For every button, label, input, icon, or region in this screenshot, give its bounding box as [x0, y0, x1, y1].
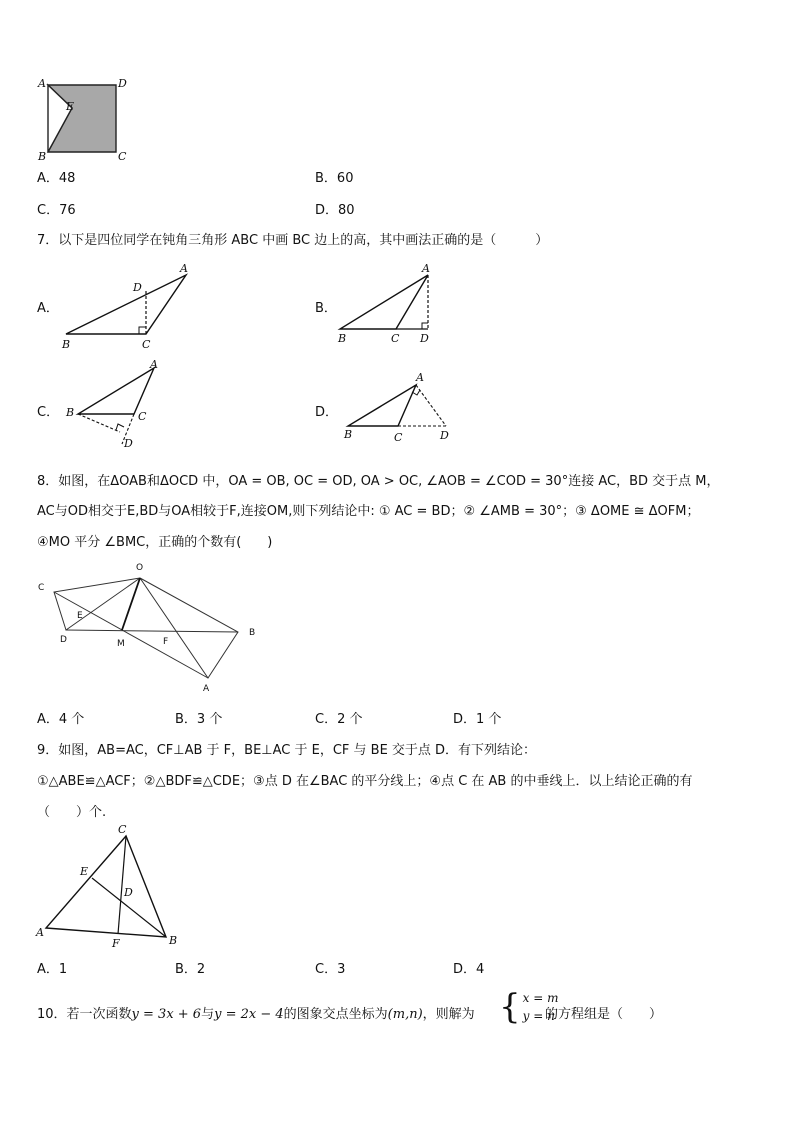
- q7a-label-d: D: [133, 281, 142, 294]
- q9-stem-line-3: （ ）个.: [37, 805, 107, 820]
- q10-text-mid-2: 的图象交点坐标为: [283, 1007, 388, 1022]
- q7-figure-c[interactable]: [62, 358, 172, 453]
- q10-suffix: 的方程组是（ ）: [545, 1007, 663, 1022]
- q8-label-m: M: [117, 639, 125, 649]
- q6-label-e: E: [66, 100, 75, 113]
- q9-option-d[interactable]: D．4: [453, 962, 485, 977]
- q10-stem: [37, 1003, 475, 1022]
- q7-option-b-letter[interactable]: B．: [315, 301, 337, 316]
- q9-label-a: A: [36, 926, 44, 939]
- q7b-label-d: D: [420, 332, 429, 345]
- q7a-label-b: B: [62, 338, 71, 351]
- q7d-label-d: D: [440, 429, 449, 442]
- q10-equation-1: y = 3x + 6: [131, 1007, 202, 1022]
- q10-text-mid-3: ，则解为: [422, 1007, 475, 1022]
- q9-option-b[interactable]: B．2: [175, 962, 206, 977]
- q7-figure-d[interactable]: [340, 366, 460, 448]
- q7d-label-b: B: [344, 428, 353, 441]
- q8-stem-line-3: ④MO 平分 ∠BMC，正确的个数有( ): [37, 535, 273, 550]
- q8-option-a[interactable]: A．4 个: [37, 712, 85, 727]
- q7b-label-a: A: [422, 262, 430, 275]
- q9-label-b: B: [169, 934, 178, 947]
- q8-label-f: F: [163, 637, 169, 647]
- q9-option-a[interactable]: A．1: [37, 962, 68, 977]
- q10-prefix: 10．若一次函数: [37, 1007, 132, 1022]
- q6-option-c[interactable]: C．76: [37, 203, 76, 218]
- q7d-label-a: A: [416, 371, 424, 384]
- q8-label-a: A: [203, 684, 210, 694]
- q7-stem: 7．以下是四位同学在钝角三角形 ABC 中画 BC 边上的高，其中画法正确的是（ ）: [37, 233, 549, 248]
- q9-label-d: D: [124, 886, 133, 899]
- q8-option-c[interactable]: C．2 个: [315, 712, 363, 727]
- q8-label-o: O: [136, 563, 144, 573]
- q6-label-a: A: [38, 77, 46, 90]
- q8-label-e: E: [77, 611, 83, 621]
- q9-label-f: F: [112, 937, 120, 950]
- q7b-label-b: B: [338, 332, 347, 345]
- q6-option-b[interactable]: B．60: [315, 171, 354, 186]
- q9-stem-line-1: 9．如图，AB=AC，CF⊥AB 于 F，BE⊥AC 于 E，CF 与 BE 交于点 D．有下列结论：: [37, 743, 537, 758]
- q9-label-e: E: [80, 865, 89, 878]
- q9-option-c[interactable]: C．3: [315, 962, 346, 977]
- q8-label-d: D: [60, 635, 67, 645]
- q10-system-row-1: x = m: [522, 991, 559, 1005]
- q9-label-c: C: [118, 823, 127, 836]
- q7c-label-c: C: [138, 410, 147, 423]
- q7b-label-c: C: [391, 332, 400, 345]
- q7c-label-b: B: [66, 406, 75, 419]
- q7c-label-d: D: [124, 437, 133, 450]
- q7-option-a-letter[interactable]: A．: [37, 301, 59, 316]
- q9-stem-line-2: ①△ABE≌△ACF；②△BDF≌△CDE；③点 D 在∠BAC 的平分线上；④点 C 在 AB 的中垂线上．以上结论正确的有: [37, 774, 693, 789]
- q7-option-d-letter[interactable]: D．: [315, 405, 339, 420]
- q7a-label-c: C: [142, 338, 151, 351]
- q7a-label-a: A: [180, 262, 188, 275]
- q8-option-d[interactable]: D．1 个: [453, 712, 502, 727]
- q8-label-b: B: [249, 628, 256, 638]
- q6-label-c: C: [118, 150, 127, 163]
- q7-figure-a[interactable]: [58, 260, 198, 352]
- q7-option-c-letter[interactable]: C．: [37, 405, 60, 420]
- q6-figure: [36, 74, 136, 162]
- q10-text-mid-1: 与: [201, 1007, 215, 1022]
- q8-option-b[interactable]: B．3 个: [175, 712, 223, 727]
- q10-brace-icon: {: [499, 987, 521, 1027]
- q8-label-c: C: [38, 583, 45, 593]
- q9-figure: [30, 820, 190, 952]
- q6-label-b: B: [38, 150, 47, 163]
- q8-stem-line-1: 8．如图，在ΔOAB和ΔOCD 中，OA = OB, OC = OD, OA > OC, ∠AOB = ∠COD = 30°连接 AC，BD 交于点 M，: [37, 474, 720, 489]
- q6-label-d: D: [118, 77, 127, 90]
- q7d-label-c: C: [394, 431, 403, 444]
- q8-stem-line-2: AC与OD相交于E,BD与OA相较于F,连接OM,则下列结论中: ① AC = BD；② ∠AMB = 30°；③ ΔOME ≅ ΔOFM；: [37, 504, 700, 519]
- q6-option-a[interactable]: A．48: [37, 171, 76, 186]
- q7-figure-b[interactable]: [334, 260, 444, 352]
- q8-figure: [30, 560, 270, 695]
- q10-point: (m,n): [387, 1007, 423, 1022]
- q10-system-row-2: y = n: [522, 1009, 555, 1023]
- q10-equation-2: y = 2x − 4: [214, 1007, 284, 1022]
- q6-option-d[interactable]: D．80: [315, 203, 355, 218]
- q7c-label-a: A: [150, 358, 158, 371]
